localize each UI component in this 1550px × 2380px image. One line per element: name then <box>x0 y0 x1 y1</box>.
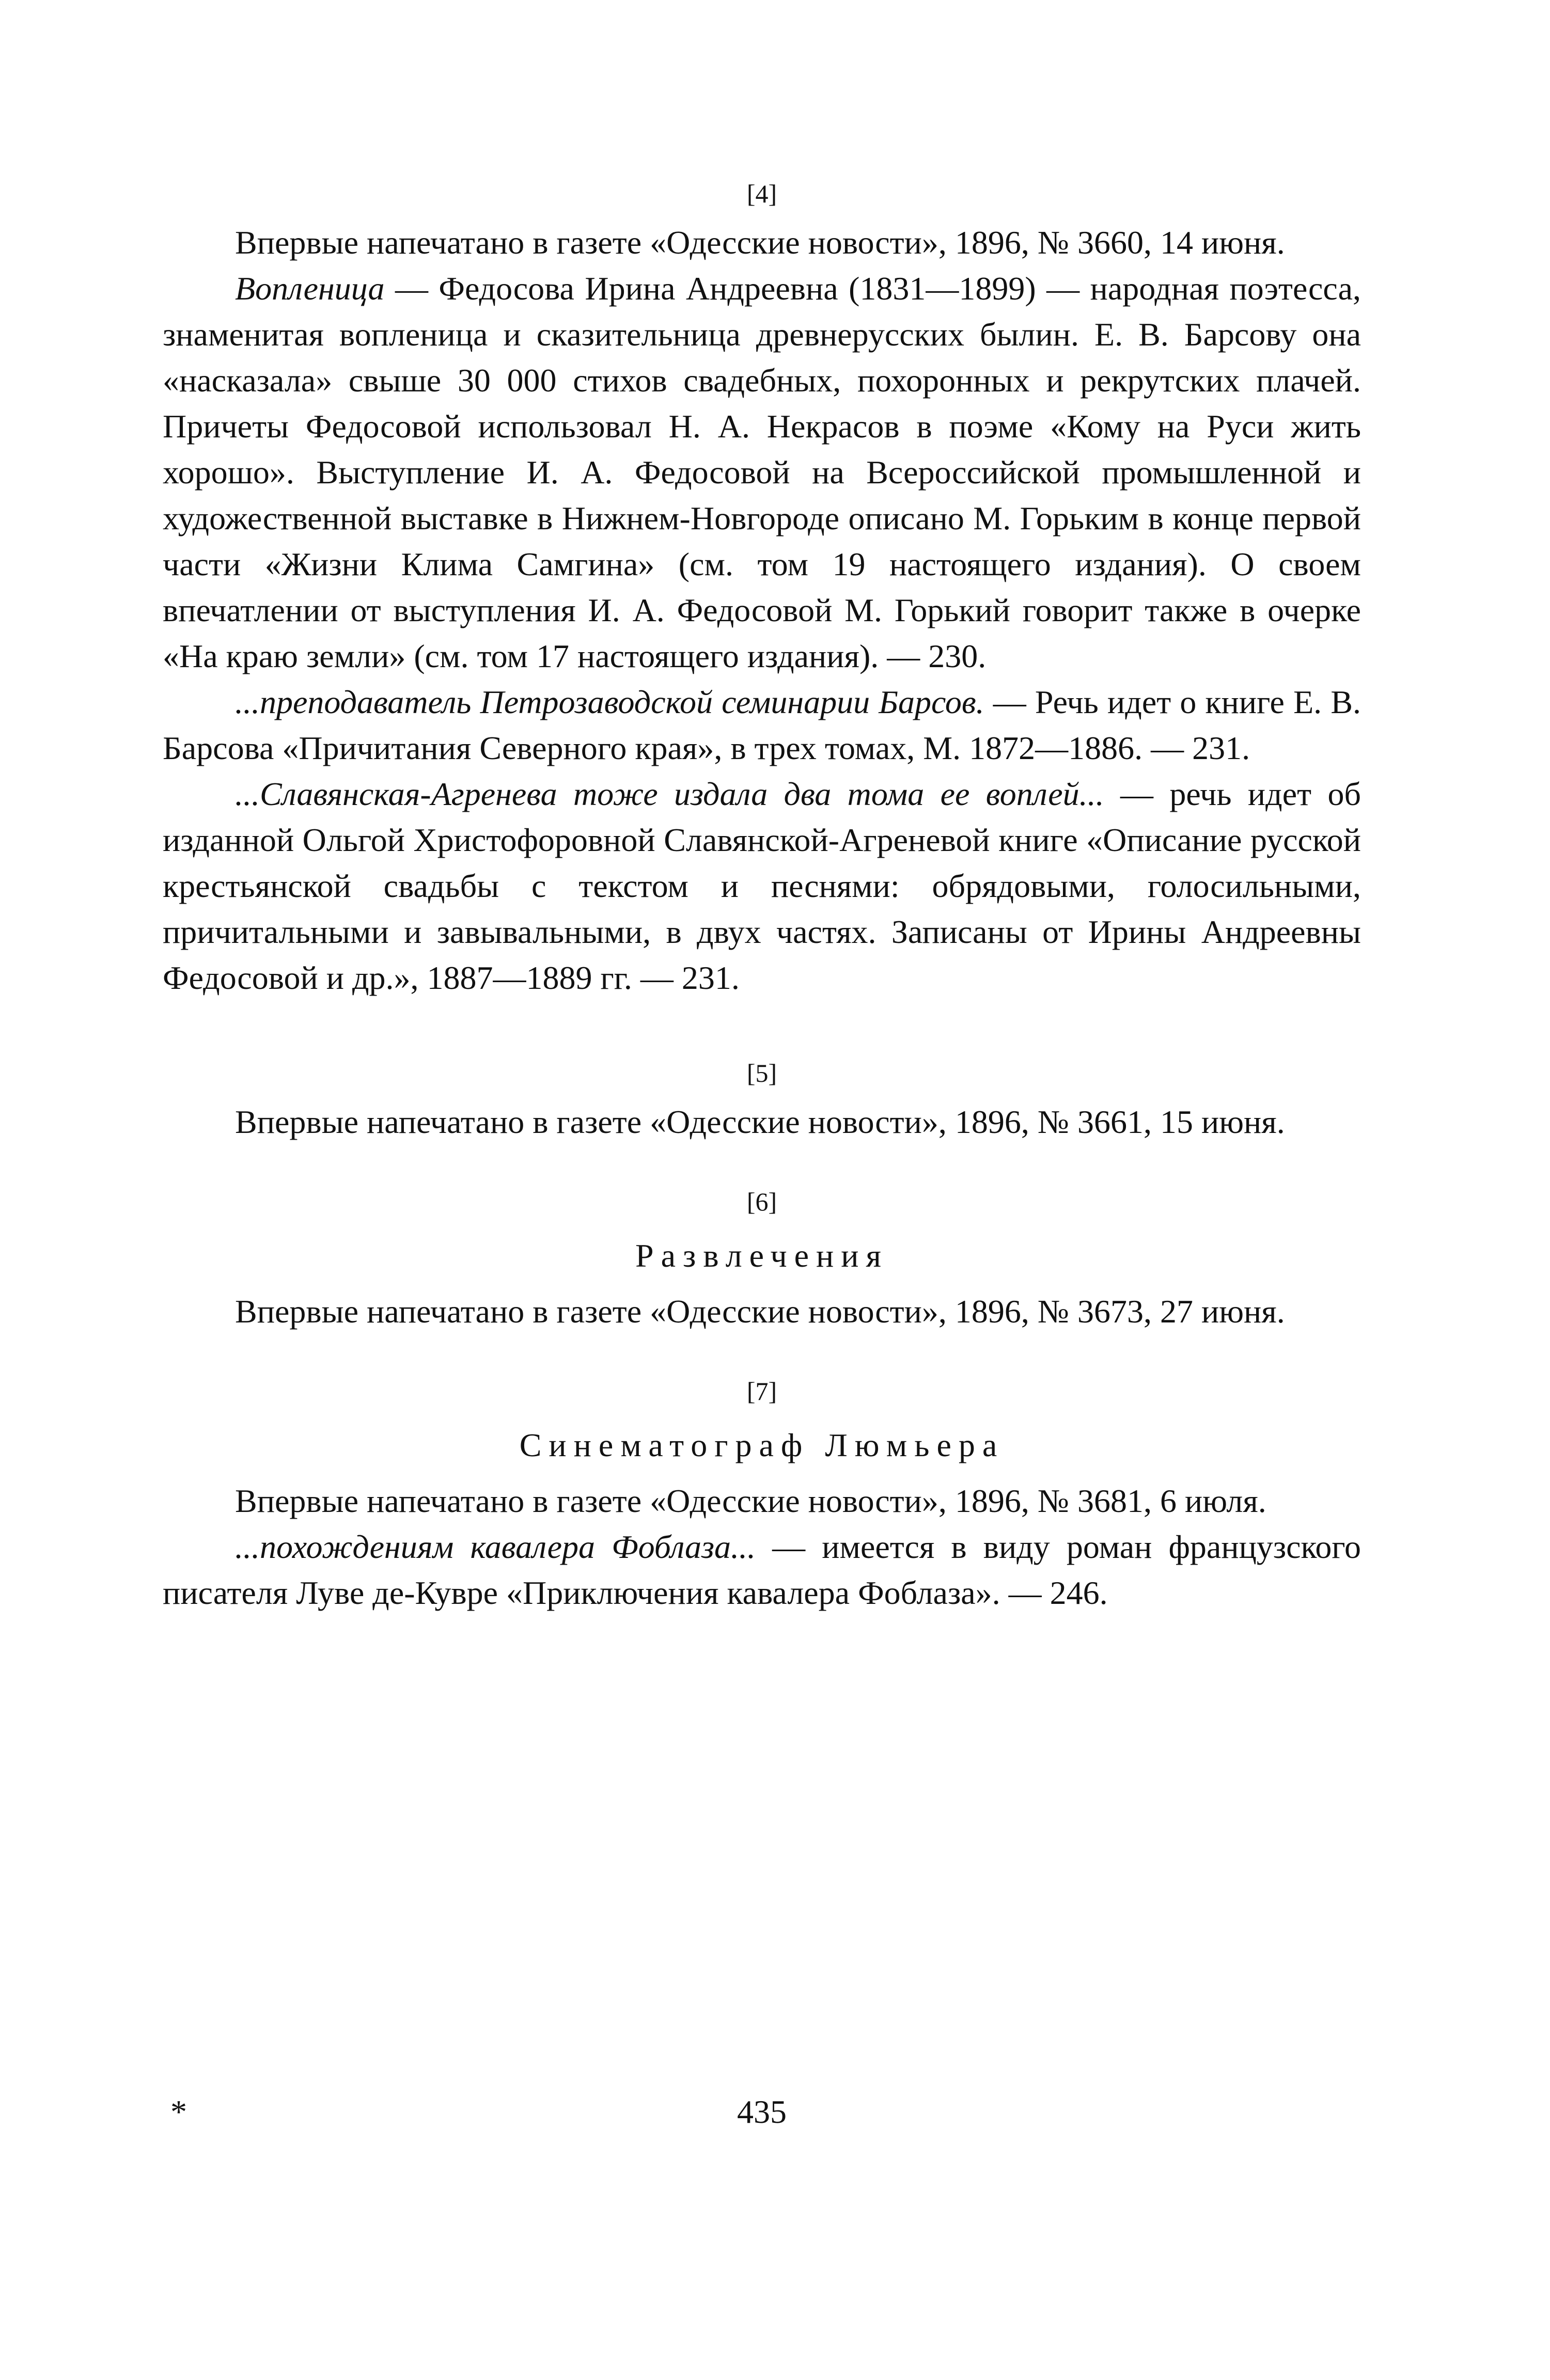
commentary-paragraph <box>163 679 1361 771</box>
publication-note: Впервые напечатано в газете «Одесские новости», 1896, № 3660, 14 июня. <box>235 224 1285 261</box>
page-number: 435 <box>737 2093 787 2130</box>
note-section-7 <box>163 1376 1361 1616</box>
commentary-term: ...Славянская-Агренева тоже издала два тома ее воплей... <box>235 776 1104 812</box>
commentary-paragraph <box>163 265 1361 679</box>
section-number: [7] <box>746 1377 777 1406</box>
section-number: [4] <box>746 179 777 208</box>
commentary-text: — имеется в виду роман французского писателя Луве де-Кувре «Приключения кавалера Фоблаза». — 246. <box>163 1528 1361 1611</box>
page-body <box>163 178 1361 1616</box>
section-number: [5] <box>746 1059 777 1087</box>
signature-mark: * <box>170 2093 187 2130</box>
commentary-term: ...преподаватель Петрозаводской семинарии Барсов. <box>235 684 984 720</box>
section-title: Синематограф Люмьера <box>519 1427 1005 1463</box>
publication-note: Впервые напечатано в газете «Одесские новости», 1896, № 3681, 6 июля. <box>235 1483 1266 1519</box>
commentary-term: ...похождениям кавалера Фоблаза... <box>235 1528 756 1565</box>
note-section-4 <box>163 178 1361 1001</box>
commentary-paragraph <box>163 771 1361 1001</box>
page-footer <box>163 2091 1361 2138</box>
section-number: [6] <box>746 1187 777 1216</box>
commentary-term: Вопленица <box>235 270 385 307</box>
publication-note: Впервые напечатано в газете «Одесские новости», 1896, № 3673, 27 июня. <box>235 1293 1285 1330</box>
commentary-text: — речь идет об изданной Ольгой Христофоровной Славянской-Агреневой книге «Описание русской крестьянской свадьбы с текстом и песнями: обрядовыми, голосильными, причитальными и завывальными, в двух частях. Записаны от Ирины Андреевны Федосовой и др.», 1887—1889 гг. — 231. <box>163 776 1361 996</box>
publication-note: Впервые напечатано в газете «Одесские новости», 1896, № 3661, 15 июня. <box>235 1104 1285 1140</box>
note-section-5 <box>163 1058 1361 1145</box>
section-title: Развлечения <box>635 1237 888 1274</box>
commentary-paragraph <box>163 1524 1361 1616</box>
note-section-6 <box>163 1186 1361 1334</box>
commentary-text: — Речь идет о книге Е. В. Барсова «Причитания Северного края», в трех томах, М. 1872—1886. — 231. <box>163 684 1361 766</box>
commentary-text: — Федосова Ирина Андреевна (1831—1899) — народная поэтесса, знаменитая вопленица и сказительница древнерусских былин. Е. В. Барсову она «насказала» свыше 30 000 стихов свадебных, похоронных и рекрутских плачей. Причеты Федосовой использовал Н. А. Некрасов в поэме «Кому на Руси жить хорошо». Выступление И. А. Федосовой на Всероссийской промышленной и художественной выставке в Нижнем-Новгороде описано М. Горьким в конце первой части «Жизни Клима Самгина» (см. том 19 настоящего издания). О своем впечатлении от выступления И. А. Федосовой М. Горький говорит также в очерке «На краю земли» (см. том 17 настоящего издания). — 230. <box>163 270 1361 674</box>
